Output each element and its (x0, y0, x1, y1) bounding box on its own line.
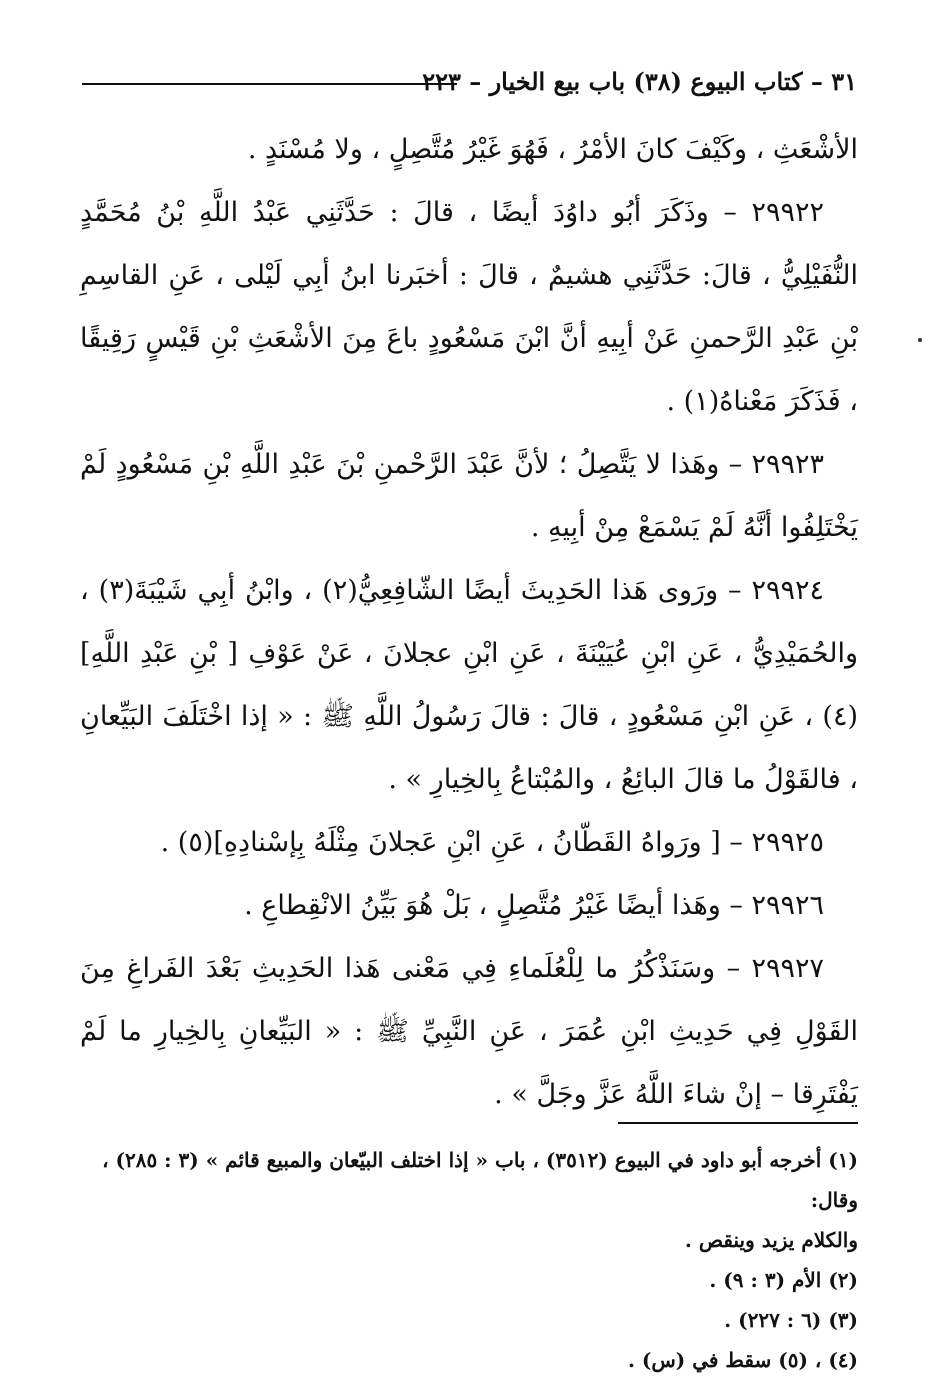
footnote-1-continuation: والكلام يزيد وينقص . (684, 1228, 858, 1252)
running-title: ٣١ – كتاب البيوع (٣٨) باب بيع الخيار – ٢٢٣ (422, 67, 857, 96)
footnote-3: (٣) (٦ : ٢٢٧) . (724, 1308, 858, 1332)
footnotes (80, 1140, 858, 1380)
footnote-2: (٢) الأم (٣ : ٩) . (709, 1268, 858, 1292)
margin-speck (918, 338, 922, 342)
paragraph-29925: ٢٩٩٢٥ – [ ورَواهُ القَطّانُ ، عَنِ ابْنِ عَجلانَ مِثْلَهُ بِإسْنادِهِ](٥) . (160, 827, 824, 858)
footnote-rule (618, 1122, 858, 1124)
paragraph-29927: ٢٩٩٢٧ – وسَنَذْكُرُ ما لِلْعُلَماءِ فِي مَعْنى هَذا الحَدِيثِ بَعْدَ الفَراغِ مِنَ القَوْلِ فِي حَدِيثِ ابْنِ عُمَرَ ، عَنِ النَّبِيِّ ﷺ : « البَيِّعانِ بِالخِيارِ ما لَمْ يَفْتَرِقا – إنْ شاءَ اللَّهُ عَزَّ وجَلَّ » . (80, 953, 858, 1110)
running-header (82, 62, 857, 108)
paragraph-29923: ٢٩٩٢٣ – وهَذا لا يَتَّصِلُ ؛ لأنَّ عَبْدَ الرَّحْمنِ بْنَ عَبْدِ اللَّهِ بْنِ مَسْعُودٍ لَمْ يَخْتَلِفُوا أنَّهُ لَمْ يَسْمَعْ مِنْ أبِيهِ . (80, 449, 858, 543)
header-rule (82, 83, 457, 85)
paragraph-29924: ٢٩٩٢٤ – ورَوى هَذا الحَدِيثَ أيضًا الشّافِعِيُّ(٢) ، وابْنُ أبِي شَيْبَةَ(٣) ، والحُمَيْدِيُّ ، عَنِ ابْنِ عُيَيْنَةَ ، عَنِ ابْنِ عجلانَ ، عَنْ عَوْفِ [ بْنِ عَبْدِ اللَّهِ](٤) ، عَنِ ابْنِ مَسْعُودٍ ، قالَ : قالَ رَسُولُ اللَّهِ ﷺ : « إذا اخْتَلَفَ البَيِّعانِ ، فالقَوْلُ ما قالَ البائِعُ ، والمُبْتاعُ بِالخِيارِ » . (80, 575, 858, 795)
footnote-4-5: (٤) ، (٥) سقط في (س) . (628, 1348, 858, 1372)
paragraph-continuation: الأشْعَثِ ، وكَيْفَ كانَ الأمْرُ ، فَهُوَ غَيْرُ مُتَّصِلٍ ، ولا مُسْنَدٍ . (247, 134, 858, 165)
footnote-1: (١) أخرجه أبو داود في البيوع (٣٥١٢) ، باب « إذا اختلف البيّعان والمبيع قائم » (٣ : ٢٨٥) ، وقال: (102, 1148, 858, 1212)
main-text (80, 118, 858, 1126)
paragraph-29922: ٢٩٩٢٢ – وذَكَرَ أبُو داوُدَ أيضًا ، قالَ : حَدَّثَنِي عَبْدُ اللَّهِ بْنُ مُحَمَّدٍ النُّفَيْلِيُّ ، قالَ: حَدَّثَنِي هشيمٌ ، قالَ : أخبَرنا ابنُ أبِي لَيْلى ، عَنِ القاسِمِ بْنِ عَبْدِ الرَّحمنِ عَنْ أبِيهِ أنَّ ابْنَ مَسْعُودٍ باعَ مِنَ الأشْعَثِ بْنِ قَيْسٍ رَقِيقًا ، فَذَكَرَ مَعْناهُ(١) . (80, 197, 858, 417)
paragraph-29926: ٢٩٩٢٦ – وهَذا أيضًا غَيْرُ مُتَّصِلٍ ، بَلْ هُوَ بَيِّنُ الانْقِطاعِ . (244, 890, 824, 921)
